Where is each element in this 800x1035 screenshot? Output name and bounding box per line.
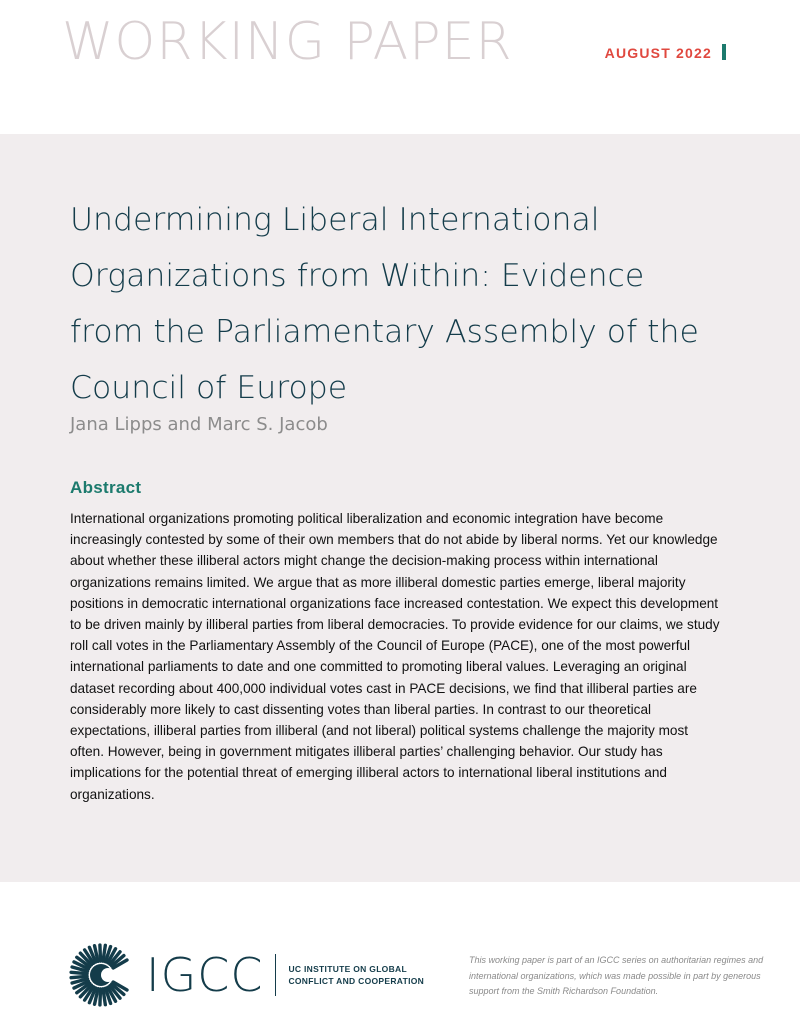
- tagline-line-2: CONFLICT AND COOPERATION: [288, 976, 425, 986]
- sunburst-ray: [100, 945, 101, 961]
- sunburst-notch: [101, 968, 115, 982]
- tagline-line-1: UC INSTITUTE ON GLOBAL: [288, 964, 407, 974]
- igcc-sunburst-icon: [68, 942, 134, 1008]
- igcc-logo: [68, 940, 424, 1010]
- igcc-tagline: [288, 963, 424, 987]
- logo-divider: [275, 954, 276, 996]
- title-abstract-panel: [0, 134, 800, 882]
- sunburst-ray: [100, 989, 101, 1005]
- igcc-wordmark: IGCC: [146, 948, 264, 1002]
- publication-date: AUGUST 2022: [604, 45, 712, 61]
- sunburst-ray: [71, 972, 87, 973]
- paper-title: Undermining Liberal International Organizations from Within: Evidence from the Parliamentary Assembly of the Council of Europe: [70, 202, 699, 406]
- abstract-heading: Abstract: [70, 478, 142, 497]
- working-paper-banner: WORKING PAPER: [62, 12, 513, 72]
- abstract-body: International organizations promoting political liberalization and economic integration have become increasingly contested by some of their own members that do not abide by liberal norms. Yet our knowledge about whether these illiberal actors might change the decision-making process within international organizations remains limited. We argue that as more illiberal domestic parties emerge, liberal majority positions in democratic international organizations face increased contestation. We expect this development to be driven mainly by illiberal parties from liberal democracies. To provide evidence for our claims, we study roll call votes in the Parliamentary Assembly of the Council of Europe (PACE), one of the most powerful international parliaments to date and one committed to promoting liberal values. Leveraging an original dataset recording about 400,000 individual votes cast in PACE decisions, we find that illiberal parties are considerably more likely to cast dissenting votes than liberal parties. In contrast to our theoretical expectations, illiberal parties from illiberal (and not liberal) political systems challenge the majority most often. However, being in government mitigates illiberal parties’ challenging behavior. Our study has implications for the potential threat of emerging illiberal actors to international liberal institutions and organizations.: [70, 511, 720, 802]
- date-accent-bar: [722, 44, 726, 60]
- funding-note: This working paper is part of an IGCC series on authoritarian regimes and international organizations, which was made possible in part by generous support from the Smith Richardson Foundation.: [469, 955, 764, 996]
- paper-authors: Jana Lipps and Marc S. Jacob: [70, 414, 328, 435]
- sunburst-ray: [103, 945, 105, 961]
- sunburst-ray: [71, 976, 87, 977]
